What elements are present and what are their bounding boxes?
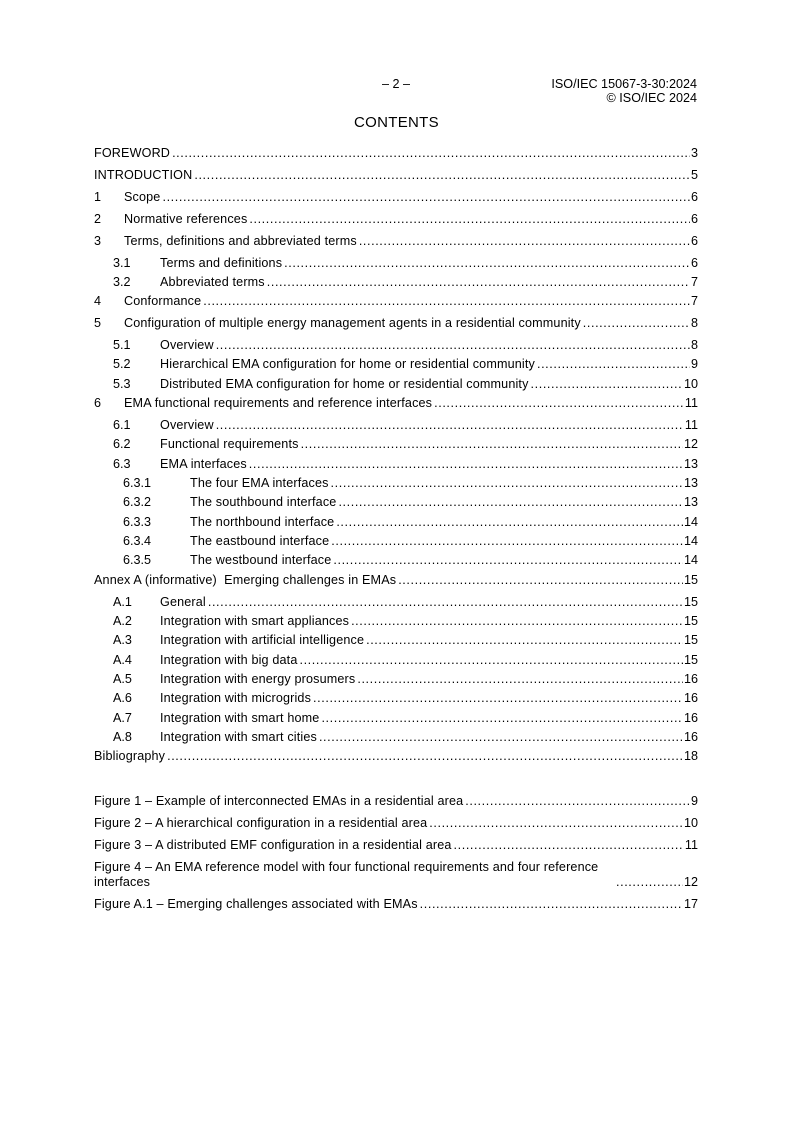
figure-entry-text: Figure A.1 – Emerging challenges associated with EMAs (94, 897, 418, 911)
leader-dots (167, 749, 683, 764)
toc-entry-number: 4 (94, 294, 102, 308)
page-number: – 2 – (381, 77, 410, 91)
toc-entry-page: 8 (690, 338, 698, 352)
toc-entry-number: 6.3.4 (123, 534, 152, 548)
toc-entry-page: 8 (690, 316, 698, 330)
standard-header (551, 77, 697, 105)
toc-entry-number: A.2 (113, 614, 132, 628)
toc-entry-page: 16 (683, 711, 698, 725)
leader-dots (208, 595, 683, 610)
toc-entry-number: A.7 (113, 711, 132, 725)
toc-entry-page: 16 (683, 672, 698, 686)
standard-designation: ISO/IEC 15067-3-30:2024 (551, 77, 697, 91)
toc-entry-number: 6 (94, 396, 102, 410)
toc-entry-text: The eastbound interface (190, 534, 330, 548)
figure-entry-text: Figure 2 – A hierarchical configuration in a residential area (94, 816, 428, 830)
toc-entry-page: 15 (683, 633, 698, 647)
leader-dots (537, 357, 690, 372)
leader-dots (267, 275, 690, 290)
toc-entry-text: INTRODUCTION (94, 168, 193, 182)
toc-entry-number: 6.3 (113, 457, 131, 471)
figure-entry[interactable] (94, 896, 698, 912)
toc-entry-number: 6.3.5 (123, 553, 152, 567)
toc-entry-text: Integration with artificial intelligence (160, 633, 365, 647)
figure-entry[interactable] (94, 858, 698, 890)
toc-entry-number: 5 (94, 316, 102, 330)
toc-entry-page: 15 (683, 653, 698, 667)
leader-dots (398, 573, 683, 588)
toc-entry[interactable] (94, 594, 698, 610)
toc-entry-text: EMA interfaces (160, 457, 247, 471)
toc-entry-text: General (160, 595, 206, 609)
leader-dots (203, 294, 690, 309)
toc-entry-text: The northbound interface (190, 515, 335, 529)
toc-entry[interactable] (94, 690, 698, 706)
figure-entry-page: 9 (690, 794, 698, 808)
contents-title: CONTENTS (354, 114, 439, 131)
toc-entry-number: 5.3 (113, 377, 131, 391)
toc-entry[interactable] (94, 315, 698, 331)
toc-entry-page: 10 (683, 377, 698, 391)
toc-entry-page: 3 (690, 146, 698, 160)
toc-entry-text: Integration with smart cities (160, 730, 317, 744)
toc-entry-text: Scope (124, 190, 161, 204)
toc-entry-page: 6 (690, 190, 698, 204)
leader-dots (299, 653, 683, 668)
toc-entry-text: Normative references (124, 212, 248, 226)
toc-entry-number: 6.3.3 (123, 515, 152, 529)
toc-entry[interactable] (94, 145, 698, 161)
toc-entry-text: Distributed EMA configuration for home or residential community (160, 377, 529, 391)
leader-dots (249, 457, 683, 472)
toc-entry-number: A.8 (113, 730, 132, 744)
toc-entry-number: 6.1 (113, 418, 131, 432)
toc-entry-text: Terms, definitions and abbreviated terms (124, 234, 357, 248)
leader-dots (357, 672, 683, 687)
toc-entry[interactable] (94, 376, 698, 392)
toc-entry-text: EMA functional requirements and reference interfaces (124, 396, 433, 410)
figure-entry-page: 12 (683, 875, 698, 889)
toc-entry[interactable] (94, 337, 698, 353)
toc-entry-number: A.1 (113, 595, 132, 609)
toc-entry-text: Integration with big data (160, 653, 298, 667)
toc-entry-page: 15 (683, 614, 698, 628)
toc-entry[interactable] (94, 494, 698, 510)
toc-entry-text: Bibliography (94, 749, 166, 763)
toc-entry-number: 1 (94, 190, 102, 204)
leader-dots (216, 338, 690, 353)
toc-entry-page: 13 (683, 476, 698, 490)
figure-entry-text: Figure 3 – A distributed EMF configuration in a residential area (94, 838, 452, 852)
toc-entry-text: Integration with microgrids (160, 691, 312, 705)
leader-dots (359, 234, 690, 249)
toc-entry-text: Functional requirements (160, 437, 299, 451)
toc-entry-number: 6.3.2 (123, 495, 152, 509)
figure-entry-page: 11 (684, 838, 698, 852)
toc-entry-page: 18 (683, 749, 698, 763)
toc-entry-text: Terms and definitions (160, 256, 283, 270)
toc-entry[interactable] (94, 552, 698, 568)
leader-dots (351, 614, 683, 629)
toc-entry-page: 14 (683, 515, 698, 529)
figure-entry-page: 10 (683, 816, 698, 830)
leader-dots (465, 794, 690, 809)
toc-entry-text: The southbound interface (190, 495, 337, 509)
toc-entry-number: 3 (94, 234, 102, 248)
toc-entry[interactable] (94, 167, 698, 183)
toc-entry-number: A.5 (113, 672, 132, 686)
toc-entry-text: Integration with energy prosumers (160, 672, 356, 686)
figure-entry[interactable] (94, 837, 698, 853)
toc-entry-text: Conformance (124, 294, 202, 308)
toc-entry-number: A.4 (113, 653, 132, 667)
toc-entry-number: 6.2 (113, 437, 131, 451)
toc-entry-number: 6.3.1 (123, 476, 152, 490)
leader-dots (172, 146, 690, 161)
toc-entry[interactable] (94, 395, 698, 411)
leader-dots (420, 897, 683, 912)
toc-entry-number: 5.2 (113, 357, 131, 371)
figure-entry[interactable] (94, 793, 698, 809)
toc-entry-page: 11 (684, 418, 698, 432)
toc-entry[interactable] (94, 613, 698, 629)
toc-entry-text: The four EMA interfaces (190, 476, 329, 490)
toc-entry-page: 14 (683, 534, 698, 548)
toc-entry[interactable] (94, 255, 698, 271)
leader-dots (333, 553, 683, 568)
toc-entry-page: 5 (690, 168, 698, 182)
toc-entry-page: 6 (690, 256, 698, 270)
figure-entry-text: Figure 1 – Example of interconnected EMAs in a residential area (94, 794, 464, 808)
toc-entry[interactable] (94, 748, 698, 764)
toc-entry[interactable] (94, 293, 698, 309)
toc-entry-text: Hierarchical EMA configuration for home or residential community (160, 357, 535, 371)
toc-entry-page: 6 (690, 212, 698, 226)
toc-entry[interactable] (94, 436, 698, 452)
toc-entry[interactable] (94, 356, 698, 372)
toc-entry-page: 14 (683, 553, 698, 567)
toc-entry-page: 13 (683, 495, 698, 509)
leader-dots (338, 495, 683, 510)
toc-entry-text: Overview (160, 418, 214, 432)
toc-entry-text: FOREWORD (94, 146, 171, 160)
toc-entry-text: Integration with smart home (160, 711, 320, 725)
toc-entry[interactable] (94, 572, 698, 588)
leader-dots (336, 515, 683, 530)
toc-entry[interactable] (94, 211, 698, 227)
toc-entry-number: 3.2 (113, 275, 131, 289)
toc-entry[interactable] (94, 274, 698, 290)
toc-entry-page: 9 (690, 357, 698, 371)
toc-entry-number: 5.1 (113, 338, 131, 352)
figure-entry-text: Figure 4 – An EMA reference model with four functional requirements and four reference interfaces (94, 860, 599, 889)
toc-entry[interactable] (94, 632, 698, 648)
toc-entry-page: 16 (683, 730, 698, 744)
toc-entry[interactable] (94, 189, 698, 205)
toc-entry[interactable] (94, 533, 698, 549)
toc-entry[interactable] (94, 710, 698, 726)
toc-entry-page: 7 (690, 275, 698, 289)
toc-entry[interactable] (94, 456, 698, 472)
leader-dots (616, 875, 683, 890)
leader-dots (216, 418, 684, 433)
toc-entry[interactable] (94, 233, 698, 249)
toc-entry[interactable] (94, 729, 698, 745)
leader-dots (194, 168, 690, 183)
toc-entry-text: Annex A (informative) Emerging challenges in EMAs (94, 573, 397, 587)
toc-entry-page: 11 (684, 396, 698, 410)
toc-entry-page: 13 (683, 457, 698, 471)
toc-entry-number: 3.1 (113, 256, 131, 270)
leader-dots (454, 838, 684, 853)
toc-entry-page: 15 (683, 573, 698, 587)
toc-entry-text: Integration with smart appliances (160, 614, 350, 628)
leader-dots (434, 396, 684, 411)
leader-dots (249, 212, 690, 227)
figure-entry-page: 17 (683, 897, 698, 911)
toc-entry[interactable] (94, 475, 698, 491)
toc-entry-page: 6 (690, 234, 698, 248)
toc-entry[interactable] (94, 671, 698, 687)
copyright-notice: © ISO/IEC 2024 (606, 91, 697, 105)
leader-dots (583, 316, 690, 331)
leader-dots (366, 633, 683, 648)
toc-entry-page: 15 (683, 595, 698, 609)
toc-entry[interactable] (94, 652, 698, 668)
leader-dots (319, 730, 683, 745)
toc-entry[interactable] (94, 417, 698, 433)
leader-dots (301, 437, 683, 452)
leader-dots (284, 256, 690, 271)
figure-entry[interactable] (94, 815, 698, 831)
toc-entry-page: 12 (683, 437, 698, 451)
toc-entry-number: A.3 (113, 633, 132, 647)
toc-entry-text: Overview (160, 338, 214, 352)
leader-dots (331, 534, 683, 549)
leader-dots (531, 377, 683, 392)
leader-dots (313, 691, 683, 706)
leader-dots (162, 190, 690, 205)
toc-entry-text: The westbound interface (190, 553, 332, 567)
toc-entry-number: A.6 (113, 691, 132, 705)
toc-entry-text: Configuration of multiple energy management agents in a residential community (124, 316, 581, 330)
toc-entry-page: 16 (683, 691, 698, 705)
leader-dots (429, 816, 683, 831)
toc-entry-number: 2 (94, 212, 102, 226)
toc-entry-page: 7 (690, 294, 698, 308)
toc-entry-text: Abbreviated terms (160, 275, 265, 289)
toc-entry[interactable] (94, 514, 698, 530)
leader-dots (331, 476, 683, 491)
leader-dots (321, 711, 683, 726)
